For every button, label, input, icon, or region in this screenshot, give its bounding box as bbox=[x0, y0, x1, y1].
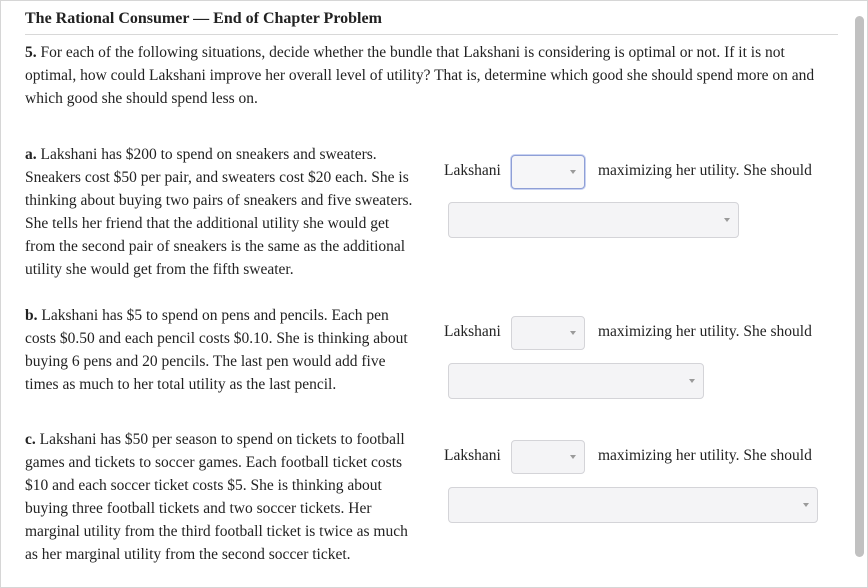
question-a-trail-label: maximizing her utility. She should bbox=[598, 162, 812, 179]
question-a-is-isnot-select[interactable] bbox=[511, 155, 585, 189]
chevron-down-icon bbox=[570, 455, 576, 459]
chevron-down-icon bbox=[724, 218, 730, 222]
problem-intro bbox=[25, 41, 830, 110]
vertical-scrollbar[interactable] bbox=[855, 16, 864, 557]
question-a-letter: a. bbox=[25, 146, 37, 163]
question-c-lead-label: Lakshani bbox=[444, 447, 501, 464]
question-b bbox=[25, 304, 417, 396]
chevron-down-icon bbox=[689, 379, 695, 383]
problem-number: 5. bbox=[25, 44, 37, 61]
question-c bbox=[25, 428, 417, 566]
page-title: The Rational Consumer — End of Chapter Problem bbox=[25, 10, 382, 27]
title-divider bbox=[25, 34, 838, 35]
question-b-text: Lakshani has $5 to spend on pens and pencils. Each pen costs $0.50 and each pencil costs $0.10. She is thinking about buying 6 pens and 20 pencils. The last pen would add five times as much to her total utility as the last pencil. bbox=[25, 307, 408, 393]
question-a-text: Lakshani has $200 to spend on sneakers and sweaters. Sneakers cost $50 per pair, and sweaters cost $20 each. She is thinking about buying two pairs of sneakers and five sweaters. She tells her friend that the additional utility she would get from the second pair of sneakers is the same as the additional utility she would get from the fifth sweater. bbox=[25, 146, 413, 278]
question-c-trail-label: maximizing her utility. She should bbox=[598, 447, 812, 464]
question-c-letter: c. bbox=[25, 431, 36, 448]
question-b-should-select[interactable] bbox=[448, 363, 704, 399]
question-a-should-select[interactable] bbox=[448, 202, 739, 238]
chevron-down-icon bbox=[570, 170, 576, 174]
question-a-lead-label: Lakshani bbox=[444, 162, 501, 179]
problem-text: For each of the following situations, decide whether the bundle that Lakshani is considering is optimal or not. If it is not optimal, how could Lakshani improve her overall level of utility? That is, determine which good she should spend more on and which good she should spend less on. bbox=[25, 44, 815, 107]
question-c-text: Lakshani has $50 per season to spend on tickets to football games and tickets to soccer games. Each football ticket costs $10 and each soccer ticket costs $5. She is thinking about buying three football tickets and two soccer tickets. Her marginal utility from the third football ticket is twice as much as her marginal utility from the second soccer ticket. bbox=[25, 431, 408, 563]
chevron-down-icon bbox=[570, 331, 576, 335]
question-b-is-isnot-select[interactable] bbox=[511, 316, 585, 350]
question-b-trail-label: maximizing her utility. She should bbox=[598, 323, 812, 340]
question-b-letter: b. bbox=[25, 307, 38, 324]
question-b-lead-label: Lakshani bbox=[444, 323, 501, 340]
question-c-is-isnot-select[interactable] bbox=[511, 440, 585, 474]
question-a bbox=[25, 143, 417, 281]
chevron-down-icon bbox=[803, 503, 809, 507]
question-c-should-select[interactable] bbox=[448, 487, 818, 523]
